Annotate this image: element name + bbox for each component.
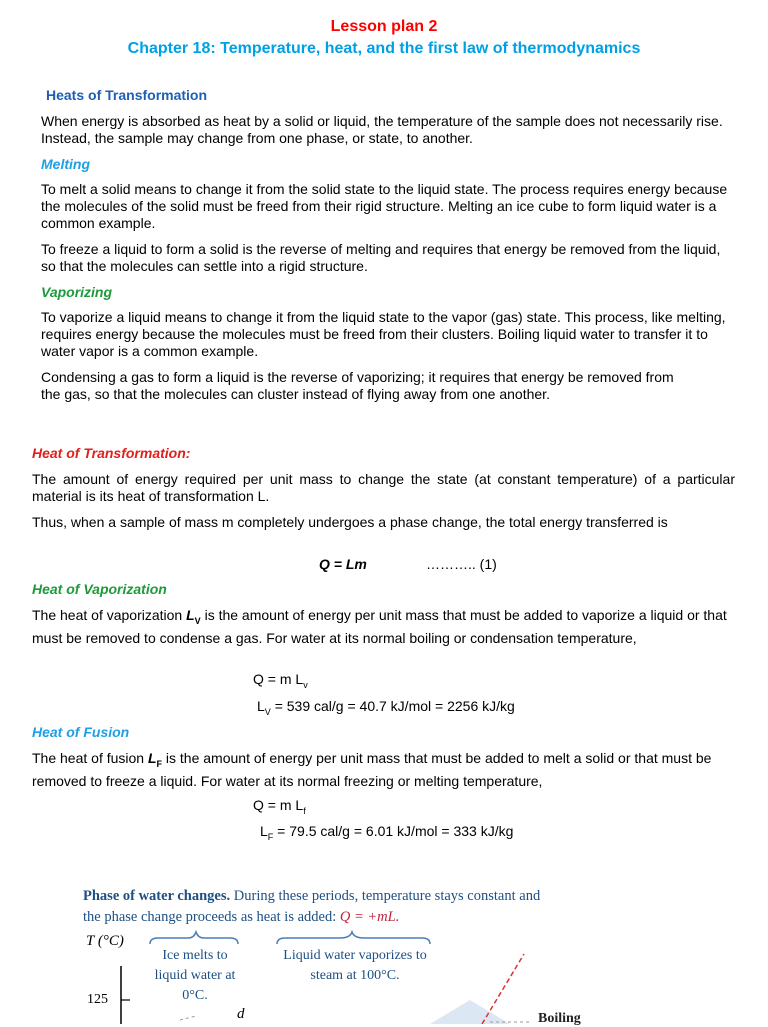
- melting-paragraph-2: To freeze a liquid to form a solid is the reverse of melting and requires that energy be removed from the liquid, so that the molecules can settle into a rigid structure.: [41, 241, 721, 274]
- fusion-equation-1: Q = m $L_f$: [253, 797, 306, 816]
- fusion-paragraph: The heat of fusion $L_F$ is the amount of energy per unit mass that must be added to melt a solid or that must be removed to freeze a liquid. For water at its normal freezing or melting temperature,: [32, 750, 712, 789]
- heat-of-transformation-heading: Heat of Transformation:: [32, 445, 191, 461]
- transformation-paragraph-1: The amount of energy required per unit mass to change the state (at constant temperature) of a particular material is its heat of transformation L.: [32, 471, 735, 504]
- vaporization-equation-1: Q = m $L_v$: [253, 671, 308, 690]
- figure-caption: Phase of water changes. During these periods, temperature stays constant and the phase change proceeds as heat is added: Q = +mL.: [83, 888, 541, 925]
- melting-paragraph-1: To melt a solid means to change it from the solid state to the liquid state. The process requires energy because the molecules of the solid must be freed from their rigid structure. Melting an ice cube to form liquid water is a common example.: [41, 181, 728, 231]
- point-d-label: d: [237, 1006, 245, 1022]
- heats-intro-paragraph: When energy is absorbed as heat by a solid or liquid, the temperature of the sample does not necessarily rise. Instead, the sample may change from one phase, or state, to another.: [41, 113, 723, 146]
- melting-heading: Melting: [41, 156, 90, 172]
- ice-melts-callout: Ice melts to liquid water at 0°C.: [154, 948, 236, 1003]
- y-axis-label: T (°C): [86, 933, 124, 949]
- vaporizing-paragraph-2: Condensing a gas to form a liquid is the reverse of vaporizing; it requires that energy be removed from the gas, so that the molecules can cluster instead of flying away from one another.: [41, 369, 674, 402]
- vaporizing-heading: Vaporizing: [41, 284, 113, 300]
- heat-of-vaporization-heading: Heat of Vaporization: [32, 581, 167, 597]
- equation-q-lm: Q = Lm: [319, 556, 367, 572]
- figure-shading: [430, 1000, 510, 1024]
- heat-of-fusion-heading: Heat of Fusion: [32, 724, 130, 740]
- lesson-title: Lesson plan 2: [330, 18, 438, 35]
- equation-number: ……….. (1): [426, 556, 497, 572]
- vaporizing-paragraph-1: To vaporize a liquid means to change it from the liquid state to the vapor (gas) state. This process, like melting, requires energy because the molecules must be freed from their clusters. Boiling liquid water to transfer it to water vapor is a common example.: [41, 309, 726, 359]
- section-heading-heats: Heats of Transformation: [46, 87, 208, 103]
- fusion-equation-2: $L_F = 79.5$ cal/g = 6.01 kJ/mol = 333 kJ/kg: [260, 823, 514, 842]
- melt-plateau-hint: [180, 1016, 196, 1020]
- vaporization-equation-2: $L_V = 539$ cal/g = 40.7 kJ/mol = 2256 kJ/kg: [257, 698, 515, 717]
- steam-heating-line: [482, 954, 524, 1024]
- boiling-label: Boiling: [538, 1011, 581, 1026]
- ice-melt-brace: [150, 932, 238, 944]
- y-tick-label-125: 125: [87, 992, 108, 1007]
- chapter-title: Chapter 18: Temperature, heat, and the first law of thermodynamics: [127, 40, 641, 57]
- transformation-paragraph-2: Thus, when a sample of mass m completely undergoes a phase change, the total energy transferred is: [32, 514, 668, 530]
- vaporization-paragraph: The heat of vaporization $L_V$ is the amount of energy per unit mass that must be added to vaporize a liquid or that must be removed to condense a gas. For water at its normal boiling or condensation temperature,: [32, 607, 727, 646]
- vaporize-brace: [277, 932, 430, 944]
- vaporize-callout: Liquid water vaporizes to steam at 100°C.: [283, 948, 427, 983]
